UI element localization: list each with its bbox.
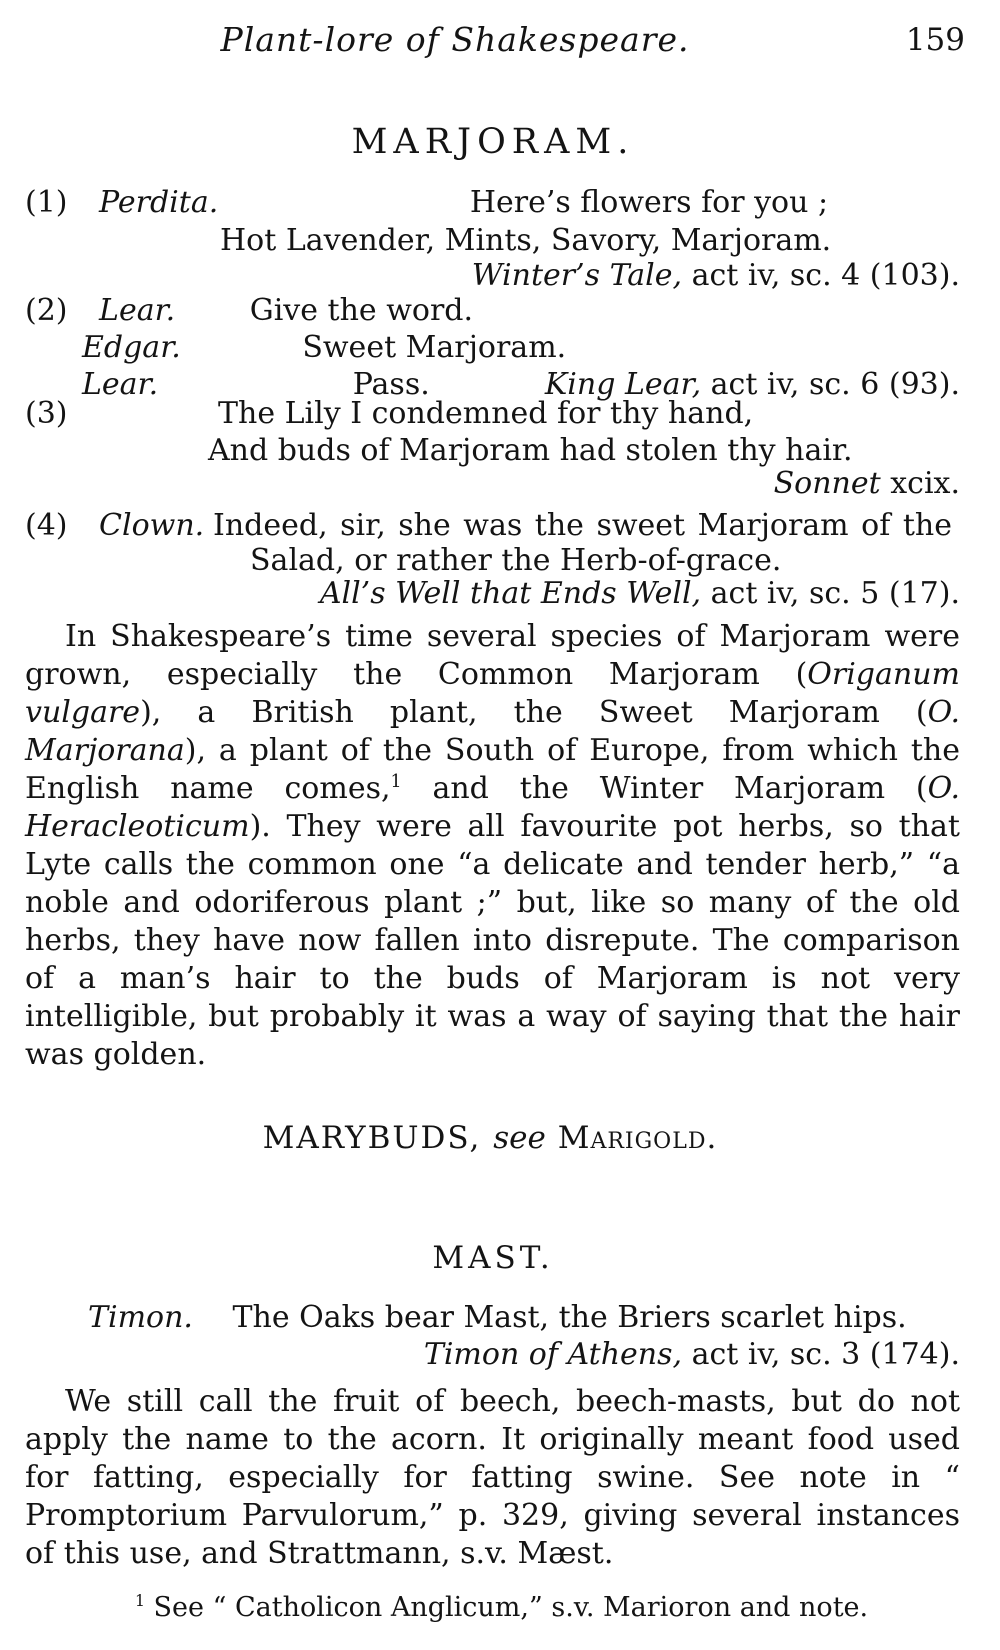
marjoram-para-run2: ), a British plant, the Sweet Marjoram ( bbox=[140, 695, 928, 730]
quote3-attribution bbox=[25, 466, 960, 502]
footnote-reference-marker: 1 bbox=[390, 772, 402, 792]
quote2-source-rest: act iv, sc. 6 (93). bbox=[701, 367, 960, 402]
quote2-line2 bbox=[82, 330, 566, 366]
quote1-source-title: Winter’s Tale, bbox=[471, 258, 683, 293]
mast-source-title: Timon of Athens, bbox=[423, 1337, 683, 1372]
quote2-speaker3: Lear. bbox=[82, 367, 159, 402]
quote2-speaker1: Lear. bbox=[99, 293, 176, 328]
quote4-attribution bbox=[25, 576, 960, 612]
running-head-title: Plant-lore of Shakespeare. bbox=[220, 20, 690, 59]
quote4-lead bbox=[25, 508, 204, 544]
quote2-source-title: King Lear, bbox=[544, 367, 702, 402]
quote1-line2: Hot Lavender, Mints, Savory, Marjoram. bbox=[220, 223, 832, 258]
page-number: 159 bbox=[905, 22, 965, 58]
quote4-line1: Indeed, sir, she was the sweet Marjoram of the bbox=[213, 508, 952, 543]
footnote-text: See “ Catholicon Anglicum,” s.v. Marioron and note. bbox=[144, 1592, 869, 1623]
quote3-source-title: Sonnet bbox=[773, 466, 881, 501]
marjoram-paragraph bbox=[25, 618, 960, 1074]
section-heading-marjoram: MARJORAM. bbox=[351, 122, 635, 162]
marybuds-target: Marigold. bbox=[557, 1120, 718, 1156]
quote3-line2: And buds of Marjoram had stolen thy hair. bbox=[208, 433, 853, 468]
quote4-source-title: All’s Well that Ends Well, bbox=[319, 576, 702, 611]
marjoram-para-run4: ), a plant of the South of Europe, from which the English name comes, bbox=[25, 733, 960, 806]
footnote-marker: 1 bbox=[135, 1591, 145, 1610]
marybuds-lead: MARYBUDS, bbox=[262, 1120, 494, 1156]
quote3-line1: The Lily I condemned for thy hand, bbox=[218, 396, 754, 431]
quote4-speaker: Clown. bbox=[99, 508, 205, 543]
quote3-source-rest: xcix. bbox=[880, 466, 960, 501]
quote1-source-rest: act iv, sc. 4 (103). bbox=[682, 258, 960, 293]
mast-quote-line bbox=[88, 1300, 907, 1336]
quote1-line1 bbox=[25, 185, 828, 221]
quote2-number: (2) bbox=[25, 293, 68, 328]
quote1-number: (1) bbox=[25, 185, 68, 220]
marybuds-see: see bbox=[493, 1120, 546, 1156]
footnote bbox=[135, 1592, 868, 1623]
marjoram-para-run0: In Shakespeare’s time several species of Marjoram were grown, especially the Common Marjoram ( bbox=[25, 619, 960, 692]
mast-paragraph: We still call the fruit of beech, beech-masts, but do not apply the name to the acorn. It originally meant food used for fatting, especially for fatting swine. See note in “ Promptorium Parvulorum,” p. 329, giving several instances of this use, and Strattmann, s.v. Mæst. bbox=[25, 1384, 960, 1571]
section-heading-marybuds bbox=[0, 1120, 1000, 1156]
quote4-line2: Salad, or rather the Herb-of-grace. bbox=[250, 543, 782, 578]
quote4-source-rest: act iv, sc. 5 (17). bbox=[701, 576, 960, 611]
quote1-text1: Here’s flowers for you ; bbox=[469, 185, 829, 220]
marjoram-para-run5: and the Winter Marjoram ( bbox=[401, 771, 928, 806]
quote2-text1: Give the word. bbox=[249, 293, 474, 328]
quote1-attribution bbox=[25, 258, 960, 294]
marjoram-para-run7: ). They were all favourite pot herbs, so that Lyte calls the common one “a delicate and tender herb,” “a noble and odoriferous plant ;” but, like so many of the old herbs, they have now fallen into disrepute. The comparison of a man’s hair to the buds of Marjoram is not very intelligible, but probably it was a way of saying that the hair was golden. bbox=[25, 809, 960, 1072]
quote1-speaker: Perdita. bbox=[99, 185, 219, 220]
section-heading-mast: MAST. bbox=[432, 1240, 554, 1276]
mast-quote-attribution bbox=[25, 1337, 960, 1373]
quote2-text3: Pass. bbox=[352, 367, 430, 402]
quote4-number: (4) bbox=[25, 508, 68, 543]
mast-quote-text: The Oaks bear Mast, the Briers scarlet hips. bbox=[232, 1300, 907, 1335]
quote2-speaker2: Edgar. bbox=[82, 330, 181, 365]
quote2-line1 bbox=[25, 293, 473, 329]
marjoram-para-latin3: O. Heracleoticum bbox=[25, 771, 960, 844]
marjoram-para-latin2: O. Marjorana bbox=[25, 695, 960, 768]
mast-quote-speaker: Timon. bbox=[88, 1300, 193, 1335]
mast-source-rest: act iv, sc. 3 (174). bbox=[682, 1337, 960, 1372]
marjoram-para-latin1: Origanum vulgare bbox=[25, 657, 960, 730]
quote2-text2: Sweet Marjoram. bbox=[302, 330, 567, 365]
quote3-number: (3) bbox=[25, 396, 68, 431]
